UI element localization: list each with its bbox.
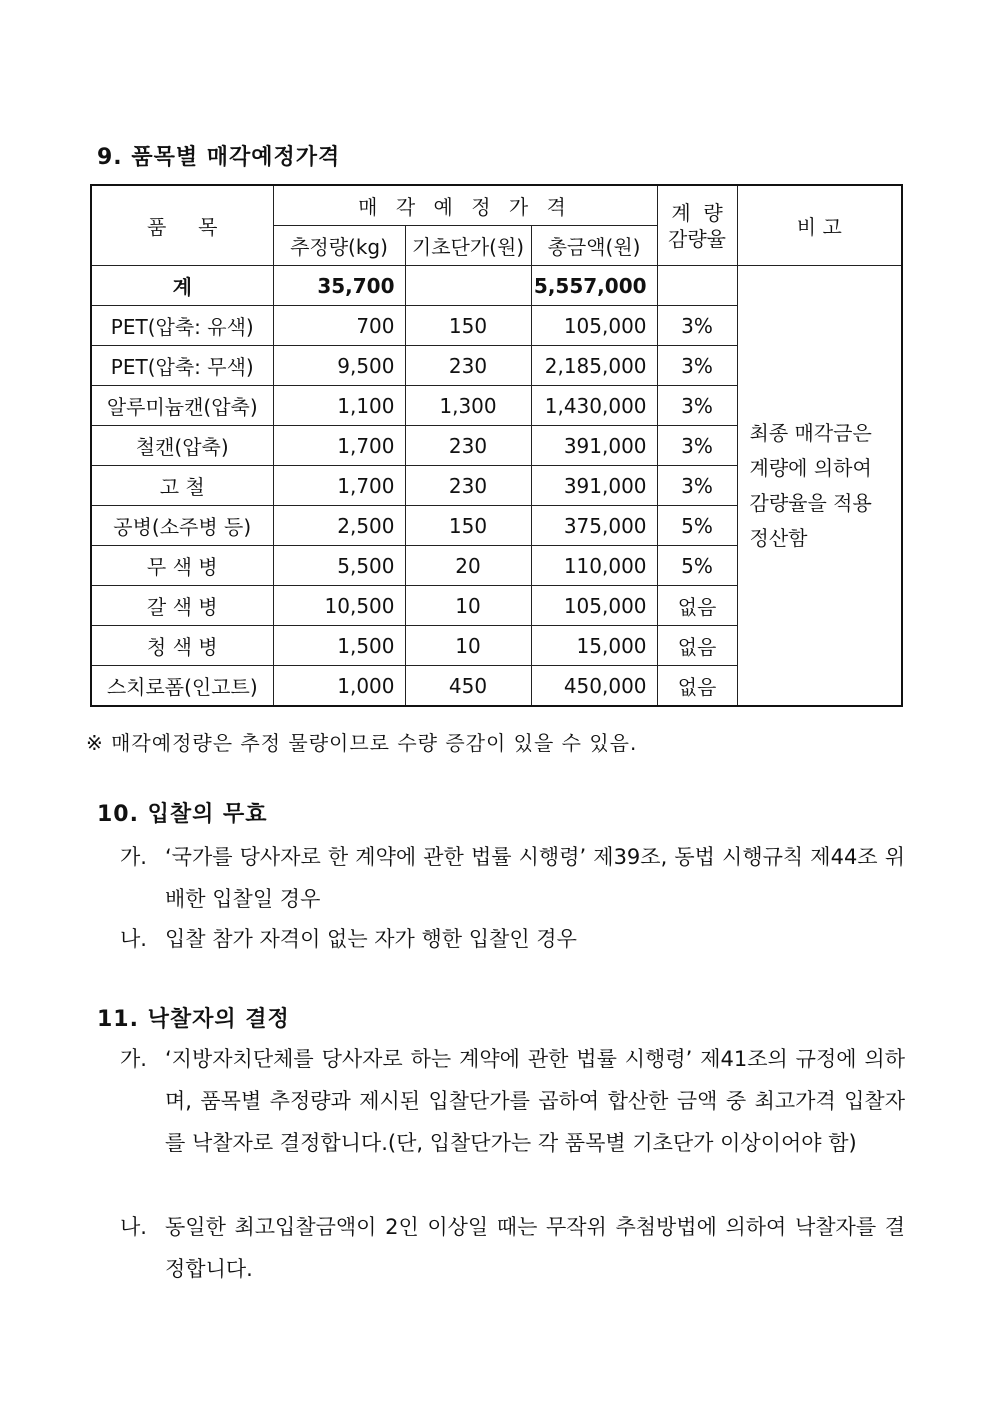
item-text: 입찰 참가 자격이 없는 자가 행한 입찰인 경우 [165,927,577,951]
list-item [120,1038,905,1164]
row-item: 알루미늄캔(압축) [91,386,273,426]
row-unit-price: 230 [405,426,531,466]
total-rate [657,266,737,306]
item-text: ‘지방자치단체를 당사자로 하는 계약에 관한 법률 시행령’ 제41조의 규정에 의하며, 품목별 추정량과 제시된 입찰단가를 곱하여 합산한 금액 중 최고가격 입찰자를 낙찰자로 결정합니다.(단, 입찰단가는 각 품목별 기초단가 이상이어야 함) [165,1047,905,1155]
row-qty: 1,000 [273,666,405,707]
row-total: 375,000 [531,506,657,546]
item-marker: 나. [120,1215,147,1239]
row-rate: 3% [657,426,737,466]
header-price-group: 매 각 예 정 가 격 [273,185,657,226]
header-qty: 추정량(kg) [273,226,405,266]
list-item [120,836,905,920]
item-text: ‘국가를 당사자로 한 계약에 관한 법률 시행령’ 제39조, 동법 시행규칙 제44조 위배한 입찰일 경우 [165,845,905,911]
row-item: 청 색 병 [91,626,273,666]
remark-line: 최종 매각금은 [749,420,872,445]
section-11-title: 11. 낙찰자의 결정 [97,1007,290,1032]
row-rate: 없음 [657,626,737,666]
row-item: PET(압축: 유색) [91,306,273,346]
row-rate: 5% [657,546,737,586]
total-row [91,266,902,306]
row-rate: 3% [657,386,737,426]
row-item: 스치로폼(인고트) [91,666,273,707]
row-item: 무 색 병 [91,546,273,586]
row-qty: 1,700 [273,426,405,466]
list-item [120,1206,905,1290]
row-item: 고 철 [91,466,273,506]
section-9-title: 9. 품목별 매각예정가격 [97,145,341,170]
row-total: 105,000 [531,586,657,626]
header-total: 총금액(원) [531,226,657,266]
row-rate: 없음 [657,586,737,626]
row-total: 450,000 [531,666,657,707]
row-unit-price: 20 [405,546,531,586]
row-qty: 1,100 [273,386,405,426]
list-item [120,918,905,960]
row-item: 공병(소주병 등) [91,506,273,546]
total-label: 계 [91,266,273,306]
item-marker: 가. [120,1047,147,1071]
row-qty: 1,500 [273,626,405,666]
total-amount: 5,557,000 [531,266,657,306]
row-unit-price: 450 [405,666,531,707]
remark-line: 계량에 의하여 [749,455,872,480]
row-total: 105,000 [531,306,657,346]
total-unit-price [405,266,531,306]
row-total: 110,000 [531,546,657,586]
row-total: 2,185,000 [531,346,657,386]
row-total: 391,000 [531,426,657,466]
row-qty: 9,500 [273,346,405,386]
total-qty: 35,700 [273,266,405,306]
header-remark: 비 고 [737,185,902,266]
remark-line: 정산함 [749,525,808,550]
table-note: ※ 매각예정량은 추정 물량이므로 수량 증감이 있을 수 있음. [86,731,638,755]
row-item: 갈 색 병 [91,586,273,626]
header-rate-line1: 계 량 [671,200,723,225]
row-rate: 5% [657,506,737,546]
row-total: 15,000 [531,626,657,666]
row-item: PET(압축: 무색) [91,346,273,386]
remark-line: 감량율을 적용 [749,490,872,515]
item-marker: 나. [120,927,147,951]
row-rate: 3% [657,306,737,346]
row-total: 1,430,000 [531,386,657,426]
header-rate-line2: 감량율 [668,226,727,251]
row-qty: 2,500 [273,506,405,546]
row-unit-price: 10 [405,626,531,666]
row-qty: 5,500 [273,546,405,586]
section-10-title: 10. 입찰의 무효 [97,802,268,827]
item-text: 동일한 최고입찰금액이 2인 이상일 때는 무작위 추첨방법에 의하여 낙찰자를 결정합니다. [165,1215,905,1281]
item-marker: 가. [120,845,147,869]
header-item: 품 목 [91,185,273,266]
row-qty: 10,500 [273,586,405,626]
row-unit-price: 230 [405,346,531,386]
price-table [90,184,903,707]
row-rate: 없음 [657,666,737,707]
row-unit-price: 230 [405,466,531,506]
row-unit-price: 150 [405,306,531,346]
row-rate: 3% [657,346,737,386]
row-total: 391,000 [531,466,657,506]
row-rate: 3% [657,466,737,506]
header-rate [657,185,737,266]
row-qty: 700 [273,306,405,346]
header-unit-price: 기초단가(원) [405,226,531,266]
row-unit-price: 1,300 [405,386,531,426]
row-unit-price: 10 [405,586,531,626]
row-item: 철캔(압축) [91,426,273,466]
row-unit-price: 150 [405,506,531,546]
row-qty: 1,700 [273,466,405,506]
remark-cell [737,266,902,707]
